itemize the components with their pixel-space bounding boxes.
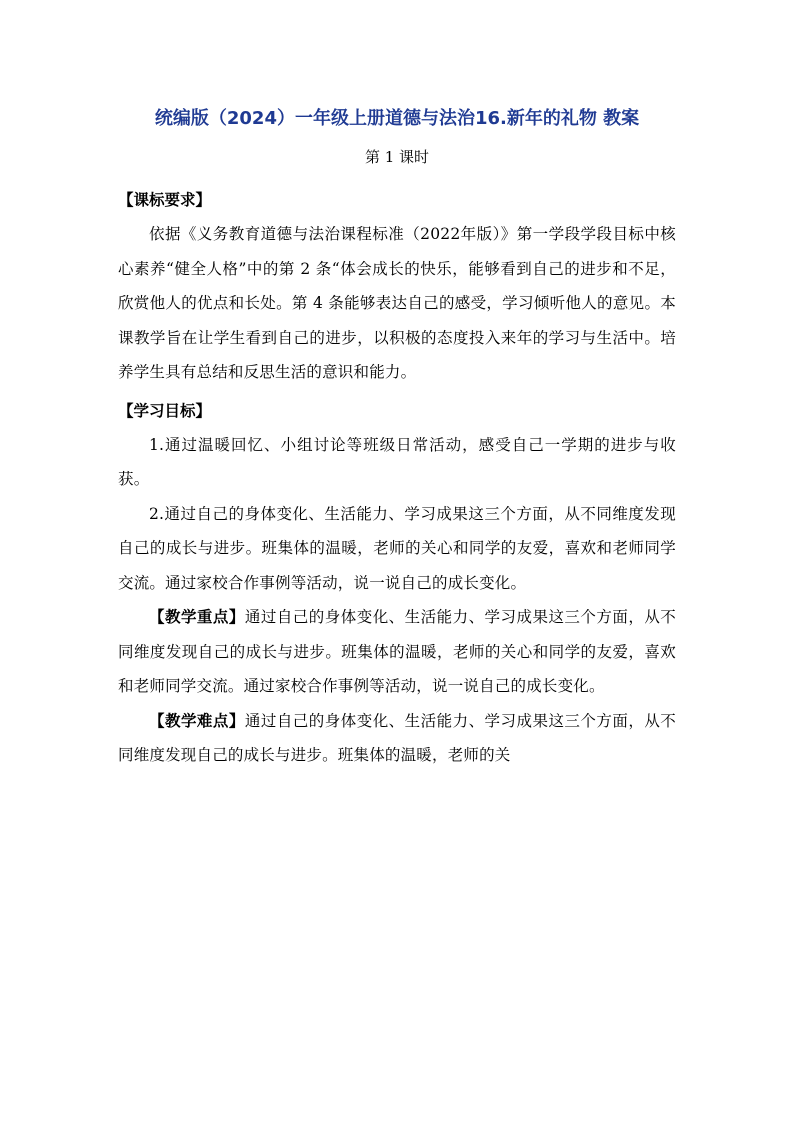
difficult-point-paragraph <box>118 704 676 773</box>
lesson-number: 第 1 课时 <box>364 148 430 166</box>
section-heading-objectives: 【学习目标】 <box>118 400 212 420</box>
difficult-point-label: 【教学难点】 <box>149 710 245 730</box>
key-point-label: 【教学重点】 <box>149 607 245 626</box>
key-point-text: 通过自己的身体变化、生活能力、学习成果这三个方面，从不同维度发现自己的成长与进步。班集体的温暖，老师的关心和同学的友爱，喜欢和老师同学交流。通过家校合作事例等活动，说一说自己的成长变化。 <box>118 608 677 695</box>
document-title: 统编版（2024）一年级上册道德与法治16.新年的礼物 教案 <box>154 108 640 129</box>
section-heading-curriculum: 【课标要求】 <box>118 190 212 209</box>
difficult-point-text: 通过自己的身体变化、生活能力、学习成果这三个方面，从不同维度发现自己的成长与进步。班集体的温暖，老师的关 <box>118 711 677 764</box>
curriculum-paragraph: 依据《义务教育道德与法治课程标准（2022年版）》第一学段学段目标中核心素养“健全人格”中的第 2 条“体会成长的快乐，能够看到自己的进步和不足，欣赏他人的优点和长处。第 4 条能够表达自己的感受，学习倾听他人的意见。本课教学旨在让学生看到自己的进步，以积极的态度投入来年的学习与生活中。培养学生具有总结和反思生活的意识和能力。 <box>118 225 676 381</box>
document-body <box>118 183 676 773</box>
key-point-paragraph <box>118 600 676 704</box>
objective-item-1: 1.通过温暖回忆、小组讨论等班级日常活动，感受自己一学期的进步与收获。 <box>118 435 676 488</box>
objective-item-2: 2.通过自己的身体变化、生活能力、学习成果这三个方面，从不同维度发现自己的成长与进步。班集体的温暖，老师的关心和同学的友爱，喜欢和老师同学交流。通过家校合作事例等活动，说一说自己的成长变化。 <box>118 504 676 592</box>
